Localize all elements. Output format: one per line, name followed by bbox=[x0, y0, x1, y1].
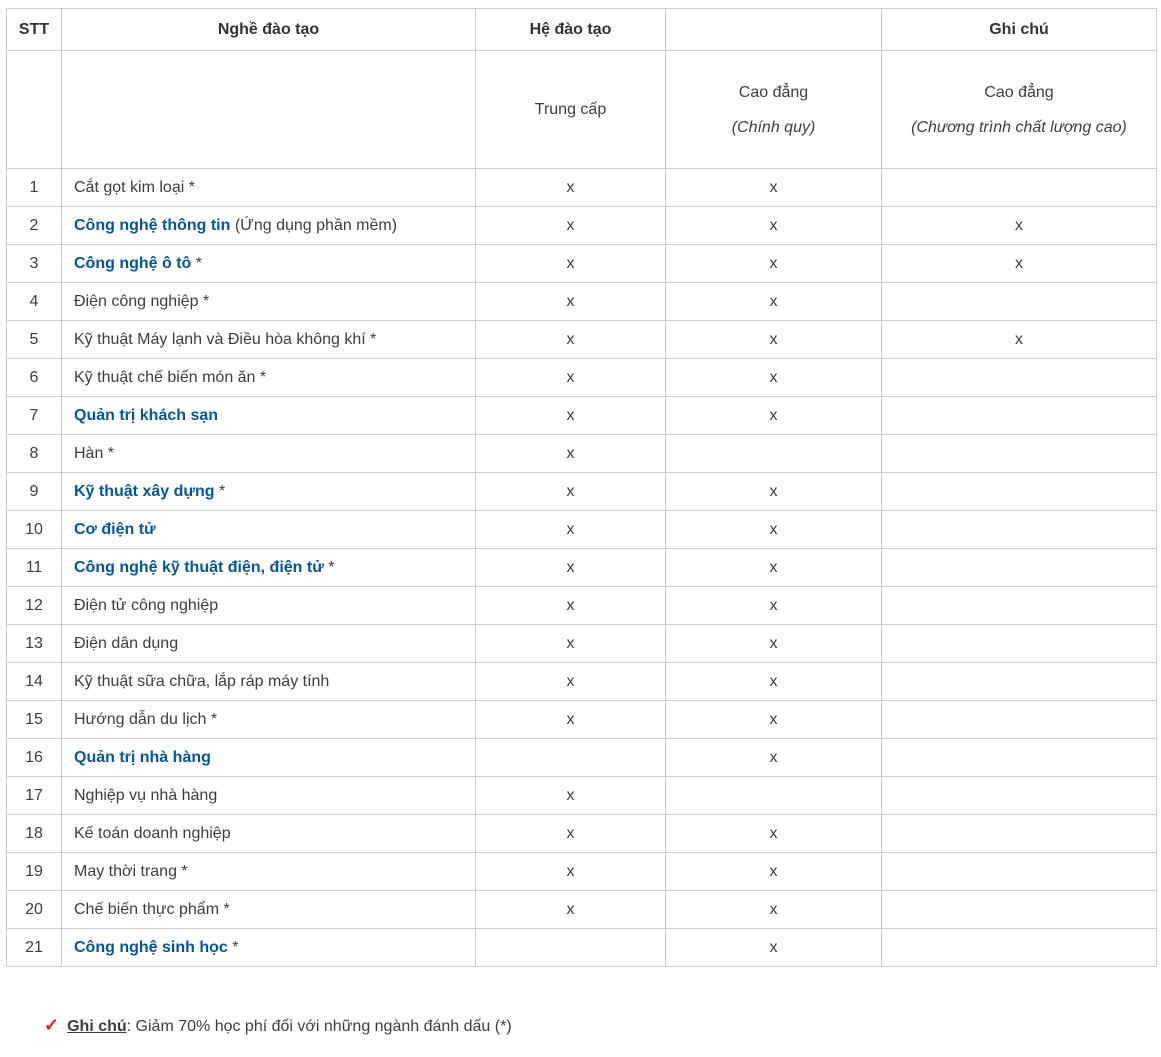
program-name-cell bbox=[62, 815, 476, 853]
table-row bbox=[7, 397, 1157, 435]
ghi-chu-mark-cell bbox=[882, 853, 1157, 891]
cao-dang-mark-cell: x bbox=[666, 473, 882, 511]
table-row bbox=[7, 853, 1157, 891]
program-link[interactable]: Kỹ thuật xây dựng bbox=[74, 483, 215, 500]
ghi-chu-mark-cell bbox=[882, 587, 1157, 625]
header-empty bbox=[666, 9, 882, 51]
ghi-chu-mark-cell bbox=[882, 169, 1157, 207]
stt-cell: 2 bbox=[7, 207, 62, 245]
program-name: Kỹ thuật Máy lạnh và Điều hòa không khí * bbox=[74, 331, 377, 348]
cao-dang-mark-cell: x bbox=[666, 663, 882, 701]
trung-cap-mark-cell bbox=[476, 929, 666, 967]
program-name: May thời trang * bbox=[74, 863, 188, 880]
table-row bbox=[7, 549, 1157, 587]
table-row bbox=[7, 207, 1157, 245]
header-he-dao-tao: Hệ đào tạo bbox=[476, 9, 666, 51]
stt-cell: 17 bbox=[7, 777, 62, 815]
program-link[interactable]: Cơ điện tử bbox=[74, 521, 156, 538]
cao-dang-mark-cell: x bbox=[666, 283, 882, 321]
ghi-chu-mark-cell bbox=[882, 397, 1157, 435]
program-name: Kỹ thuật sữa chữa, lắp ráp máy tính bbox=[74, 673, 330, 690]
ghi-chu-mark-cell: x bbox=[882, 207, 1157, 245]
ghi-chu-mark-cell bbox=[882, 511, 1157, 549]
trung-cap-mark-cell: x bbox=[476, 891, 666, 929]
table-row bbox=[7, 359, 1157, 397]
cao-dang-mark-cell: x bbox=[666, 815, 882, 853]
program-name-cell bbox=[62, 169, 476, 207]
trung-cap-mark-cell: x bbox=[476, 815, 666, 853]
cao-dang-mark-cell: x bbox=[666, 853, 882, 891]
trung-cap-mark-cell: x bbox=[476, 397, 666, 435]
ghi-chu-mark-cell bbox=[882, 739, 1157, 777]
stt-cell: 3 bbox=[7, 245, 62, 283]
cao-dang-mark-cell: x bbox=[666, 359, 882, 397]
cao-dang-mark-cell: x bbox=[666, 511, 882, 549]
program-name-suffix: * bbox=[191, 255, 202, 272]
ghi-chu-mark-cell bbox=[882, 701, 1157, 739]
trung-cap-mark-cell: x bbox=[476, 359, 666, 397]
program-name-cell bbox=[62, 549, 476, 587]
cao-dang-mark-cell: x bbox=[666, 891, 882, 929]
cao-dang-mark-cell bbox=[666, 777, 882, 815]
cao-dang-mark-cell: x bbox=[666, 701, 882, 739]
cao-dang-mark-cell: x bbox=[666, 245, 882, 283]
trung-cap-mark-cell: x bbox=[476, 625, 666, 663]
stt-cell: 12 bbox=[7, 587, 62, 625]
ghi-chu-mark-cell bbox=[882, 473, 1157, 511]
stt-cell: 20 bbox=[7, 891, 62, 929]
stt-cell: 11 bbox=[7, 549, 62, 587]
table-body bbox=[7, 169, 1157, 967]
ghi-chu-mark-cell bbox=[882, 283, 1157, 321]
subheader-clc-label: Cao đẳng bbox=[984, 83, 1054, 101]
table-header bbox=[7, 9, 1157, 169]
program-name-cell bbox=[62, 587, 476, 625]
ghi-chu-mark-cell bbox=[882, 549, 1157, 587]
ghi-chu-mark-cell bbox=[882, 815, 1157, 853]
table-row bbox=[7, 245, 1157, 283]
header-ghi-chu: Ghi chú bbox=[882, 9, 1157, 51]
table-row bbox=[7, 815, 1157, 853]
ghi-chu-mark-cell bbox=[882, 777, 1157, 815]
trung-cap-mark-cell: x bbox=[476, 283, 666, 321]
program-name-cell bbox=[62, 891, 476, 929]
program-name: Chế biến thực phẩm * bbox=[74, 901, 230, 918]
program-name-suffix: * bbox=[227, 939, 239, 956]
ghi-chu-mark-cell bbox=[882, 359, 1157, 397]
program-name: Điện công nghiệp * bbox=[74, 293, 210, 310]
program-name-cell bbox=[62, 739, 476, 777]
footer-note-text: : Giảm 70% học phí đối với những ngành đánh dấu (*) bbox=[126, 1018, 512, 1035]
program-name-cell bbox=[62, 397, 476, 435]
program-name-cell bbox=[62, 777, 476, 815]
table-row bbox=[7, 929, 1157, 967]
cao-dang-mark-cell: x bbox=[666, 549, 882, 587]
subheader-cao-dang-label: Cao đẳng bbox=[738, 83, 809, 101]
program-name-cell bbox=[62, 701, 476, 739]
table-row bbox=[7, 435, 1157, 473]
table-row bbox=[7, 511, 1157, 549]
stt-cell: 21 bbox=[7, 929, 62, 967]
program-name-cell bbox=[62, 207, 476, 245]
program-name-cell bbox=[62, 663, 476, 701]
trung-cap-mark-cell bbox=[476, 739, 666, 777]
stt-cell: 13 bbox=[7, 625, 62, 663]
table-row bbox=[7, 891, 1157, 929]
program-name-suffix: (Ứng dụng phần mềm) bbox=[230, 217, 398, 234]
program-name-suffix: * bbox=[214, 483, 226, 500]
program-name-cell bbox=[62, 435, 476, 473]
trung-cap-mark-cell: x bbox=[476, 549, 666, 587]
header-stt: STT bbox=[7, 9, 62, 51]
stt-cell: 8 bbox=[7, 435, 62, 473]
trung-cap-mark-cell: x bbox=[476, 777, 666, 815]
footer-note-label: Ghi chú bbox=[67, 1018, 127, 1035]
program-name: Điện tử công nghiệp bbox=[74, 597, 219, 614]
cao-dang-mark-cell: x bbox=[666, 587, 882, 625]
table-row bbox=[7, 777, 1157, 815]
trung-cap-mark-cell: x bbox=[476, 701, 666, 739]
program-name: Kế toán doanh nghiệp bbox=[74, 825, 231, 842]
trung-cap-mark-cell: x bbox=[476, 853, 666, 891]
trung-cap-mark-cell: x bbox=[476, 321, 666, 359]
stt-cell: 15 bbox=[7, 701, 62, 739]
cao-dang-mark-cell: x bbox=[666, 207, 882, 245]
program-name-cell bbox=[62, 283, 476, 321]
cao-dang-mark-cell: x bbox=[666, 929, 882, 967]
footer-note bbox=[44, 1013, 1157, 1039]
stt-cell: 4 bbox=[7, 283, 62, 321]
check-icon: ✓ bbox=[44, 1015, 60, 1035]
ghi-chu-mark-cell bbox=[882, 663, 1157, 701]
subheader-cao-dang-chinh-quy: (Chính quy) bbox=[731, 118, 816, 136]
trung-cap-mark-cell: x bbox=[476, 663, 666, 701]
table-row bbox=[7, 739, 1157, 777]
program-name: Hướng dẫn du lịch * bbox=[74, 711, 218, 728]
stt-cell: 9 bbox=[7, 473, 62, 511]
program-link[interactable]: Công nghệ ô tô bbox=[74, 255, 192, 272]
program-name: Điện dân dụng bbox=[74, 635, 179, 652]
cao-dang-mark-cell: x bbox=[666, 321, 882, 359]
program-link[interactable]: Công nghệ thông tin bbox=[74, 217, 231, 234]
program-name-cell bbox=[62, 473, 476, 511]
ghi-chu-mark-cell bbox=[882, 891, 1157, 929]
ghi-chu-mark-cell: x bbox=[882, 321, 1157, 359]
trung-cap-mark-cell: x bbox=[476, 207, 666, 245]
program-name: Hàn * bbox=[74, 445, 115, 462]
stt-cell: 16 bbox=[7, 739, 62, 777]
stt-cell: 10 bbox=[7, 511, 62, 549]
table-row bbox=[7, 169, 1157, 207]
program-name-cell bbox=[62, 625, 476, 663]
subheader-empty-stt bbox=[7, 51, 62, 169]
program-name-suffix: * bbox=[323, 559, 335, 576]
table-row bbox=[7, 587, 1157, 625]
program-name-cell bbox=[62, 321, 476, 359]
header-row-2 bbox=[7, 51, 1157, 169]
program-name-cell bbox=[62, 245, 476, 283]
trung-cap-mark-cell: x bbox=[476, 511, 666, 549]
table-row bbox=[7, 701, 1157, 739]
table-row bbox=[7, 625, 1157, 663]
ghi-chu-mark-cell bbox=[882, 435, 1157, 473]
subheader-cao-dang-clc bbox=[882, 51, 1157, 169]
cao-dang-mark-cell: x bbox=[666, 397, 882, 435]
subheader-trung-cap-label: Trung cấp bbox=[534, 101, 607, 118]
table-row bbox=[7, 321, 1157, 359]
header-row-1 bbox=[7, 9, 1157, 51]
stt-cell: 18 bbox=[7, 815, 62, 853]
cao-dang-mark-cell: x bbox=[666, 169, 882, 207]
program-name-cell bbox=[62, 853, 476, 891]
program-link[interactable]: Quản trị nhà hàng bbox=[74, 749, 211, 766]
ghi-chu-mark-cell bbox=[882, 929, 1157, 967]
program-name-cell bbox=[62, 359, 476, 397]
subheader-cao-dang bbox=[666, 51, 882, 169]
trung-cap-mark-cell: x bbox=[476, 169, 666, 207]
cao-dang-mark-cell bbox=[666, 435, 882, 473]
trung-cap-mark-cell: x bbox=[476, 245, 666, 283]
trung-cap-mark-cell: x bbox=[476, 435, 666, 473]
table-row bbox=[7, 663, 1157, 701]
header-nghe-dao-tao: Nghề đào tạo bbox=[62, 9, 476, 51]
program-name: Nghiệp vụ nhà hàng bbox=[74, 787, 218, 804]
stt-cell: 6 bbox=[7, 359, 62, 397]
stt-cell: 7 bbox=[7, 397, 62, 435]
training-programs-table bbox=[6, 8, 1157, 967]
program-name: Cắt gọt kim loại * bbox=[74, 179, 195, 196]
stt-cell: 1 bbox=[7, 169, 62, 207]
subheader-clc-program: (Chương trình chất lượng cao) bbox=[911, 118, 1127, 136]
program-name-cell bbox=[62, 511, 476, 549]
cao-dang-mark-cell: x bbox=[666, 625, 882, 663]
program-name: Kỹ thuật chế biến món ăn * bbox=[74, 369, 267, 386]
ghi-chu-mark-cell bbox=[882, 625, 1157, 663]
program-name-cell bbox=[62, 929, 476, 967]
trung-cap-mark-cell: x bbox=[476, 473, 666, 511]
trung-cap-mark-cell: x bbox=[476, 587, 666, 625]
table-row bbox=[7, 283, 1157, 321]
subheader-trung-cap bbox=[476, 51, 666, 169]
program-link[interactable]: Công nghệ kỹ thuật điện, điện tử bbox=[74, 559, 324, 576]
stt-cell: 14 bbox=[7, 663, 62, 701]
program-link[interactable]: Quản trị khách sạn bbox=[74, 407, 219, 424]
program-link[interactable]: Công nghệ sinh học bbox=[74, 939, 228, 956]
ghi-chu-mark-cell: x bbox=[882, 245, 1157, 283]
subheader-empty-name bbox=[62, 51, 476, 169]
cao-dang-mark-cell: x bbox=[666, 739, 882, 777]
stt-cell: 19 bbox=[7, 853, 62, 891]
table-row bbox=[7, 473, 1157, 511]
stt-cell: 5 bbox=[7, 321, 62, 359]
